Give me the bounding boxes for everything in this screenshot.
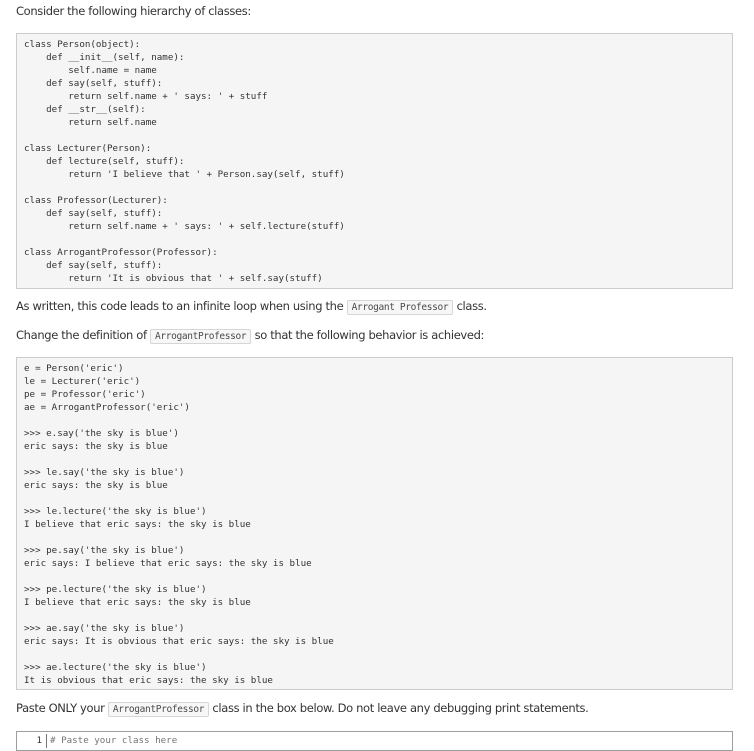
infinite-loop-note-text: As written, this code leads to an infinite loop when using the	[16, 299, 347, 313]
class-hierarchy-code-block	[16, 33, 733, 289]
class-hierarchy-code: class Person(object): def __init__(self, name): self.name = name def say(self, stuff): return self.name + ' says: ' + stuff def __str__(self): return self.name class Lecturer(Person): def lecture(self, stuff): return 'I believe that ' + Person.say(self, stuff) class Professor(Lecturer): def say(self, stuff): return self.name + ' says: ' + self.lecture(stuff) class ArrogantProfessor(Professor): def say(self, stuff): return 'It is obvious that ' + self.say(stuff)	[24, 39, 345, 284]
code-editor-input[interactable]	[50, 732, 728, 750]
expected-behavior-code: e = Person('eric') le = Lecturer('eric') pe = Professor('eric') ae = ArrogantProfessor('eric') >>> e.say('the sky is blue') eric says: the sky is blue >>> le.say('the sky is blue') eric says: the sky is blue >>> le.lecture('the sky is blue') I believe that eric says: the sky is blue >>> pe.say('the sky is blue') eric says: I believe that eric says: the sky is blue >>> pe.lecture('the sky is blue') I believe that eric says: the sky is blue >>> ae.say('the sky is blue') eric says: It is obvious that eric says: the sky is blue >>> ae.lecture('the sky is blue') It is obvious that eric says: the sky is blue	[24, 363, 334, 686]
infinite-loop-note	[16, 299, 487, 313]
code-editor[interactable]	[16, 731, 733, 751]
intro-text: Consider the following hierarchy of classes:	[16, 4, 251, 18]
instruction-text-prefix: Change the definition of	[16, 328, 150, 342]
gutter-divider	[46, 734, 47, 748]
instruction-text-suffix: so that the following behavior is achieved:	[251, 328, 485, 342]
instruction-text	[16, 328, 484, 342]
paste-instruction-suffix: class in the box below. Do not leave any debugging print statements.	[209, 701, 589, 715]
paste-instruction-prefix: Paste ONLY your	[16, 701, 108, 715]
infinite-loop-note-suffix: class.	[453, 299, 487, 313]
line-number-gutter: 1	[36, 735, 42, 746]
inline-code-arrogantprofessor-2: ArrogantProfessor	[108, 702, 209, 717]
paste-instruction	[16, 701, 588, 715]
inline-code-arrogant-professor: Arrogant Professor	[347, 300, 454, 315]
inline-code-arrogantprofessor: ArrogantProfessor	[150, 329, 251, 344]
expected-behavior-code-block	[16, 357, 733, 690]
